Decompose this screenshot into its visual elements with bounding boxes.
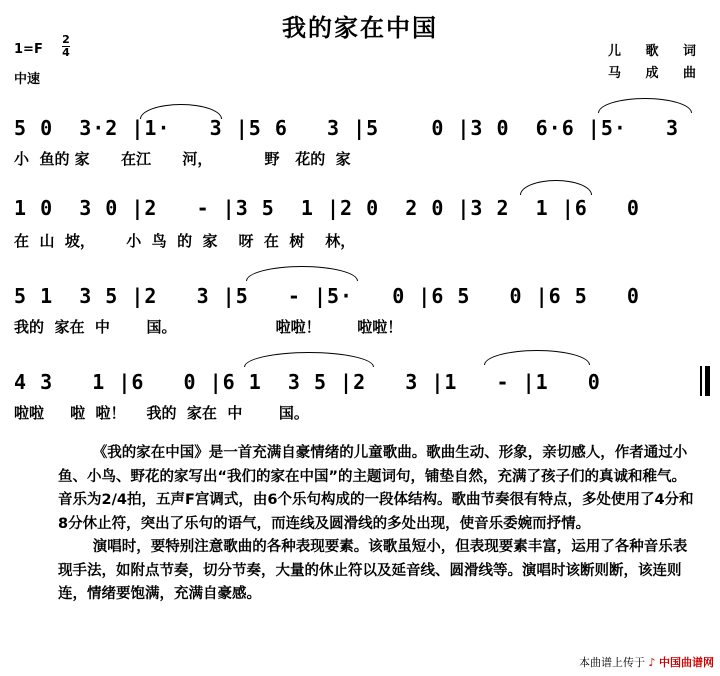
footer-brand[interactable]: 中国曲谱网 (659, 656, 714, 669)
lyricist-credit: 儿 歌 词 (608, 44, 707, 59)
score-row-2 (0, 178, 720, 258)
key-label: 1=F (14, 42, 43, 57)
final-barline-thin (700, 366, 702, 396)
notes-row-4: 4 3 1 |6 0 |6 1 3 5 |2 3 |1 - |1 0 (14, 370, 601, 394)
lyrics-row-3: 我的 家在 中 国。 啦啦！ 啦啦！ (14, 318, 403, 336)
score-row-3 (0, 262, 720, 342)
music-logo-icon: ♪ (648, 656, 656, 669)
footer-watermark (579, 654, 714, 670)
notes-row-1: 5 0 3·2 |1· 3 |5 6 3 |5 0 |3 0 6·6 |5· 3 (14, 116, 680, 140)
composer-credit: 马 成 曲 (608, 66, 707, 81)
footer-prefix: 本曲谱上传于 (578, 656, 645, 669)
final-barline-thick (705, 366, 710, 396)
description-paragraph-2: 演唱时，要特别注意歌曲的各种表现要素。该歌虽短小，但表现要素丰富，运用了各种音乐表现手法，如附点节奏，切分节奏，大量的休止符以及延音线、圆滑线等。演唱时该断则断，该连则连，情绪要饱满，充满自豪感。 (58, 539, 688, 602)
description-paragraph-1: 《我的家在中国》是一首充满自豪情绪的儿童歌曲。歌曲生动、形象，亲切感人，作者通过小鱼、小鸟、野花的家写出“我们的家在中国”的主题词句，铺垫自然，充满了孩子们的真诚和稚气。音乐为2/4拍，五声F宫调式，由6个乐句构成的一段体结构。歌曲节奏很有特点，多处使用了4分和8分休止符，突出了乐句的语气，而连线及圆滑线的多处出现，使音乐委婉而抒情。 (58, 445, 694, 532)
description (58, 442, 698, 607)
notes-row-2: 1 0 3 0 |2 - |3 5 1 |2 0 2 0 |3 2 1 |6 0 (14, 196, 640, 220)
time-top: 2 (62, 33, 70, 46)
score-row-4 (0, 346, 720, 426)
score-row-1 (0, 96, 720, 176)
notes-row-3: 5 1 3 5 |2 3 |5 - |5· 0 |6 5 0 |6 5 0 (14, 284, 640, 308)
lyrics-row-4: 啦啦 啦 啦！ 我的 家在 中 国。 (14, 404, 309, 422)
lyrics-row-2: 在 山 坡， 小 鸟 的 家 呀 在 树 林， (14, 232, 356, 250)
page-title: 我的家在中国 (282, 14, 438, 42)
time-signature (62, 34, 70, 59)
tempo-marking: 中速 (14, 72, 41, 87)
lyrics-row-1: 小 鱼的 家 在江 河， 野 花的 家 (14, 150, 351, 168)
time-bottom: 4 (62, 46, 70, 59)
key-signature (14, 42, 43, 57)
